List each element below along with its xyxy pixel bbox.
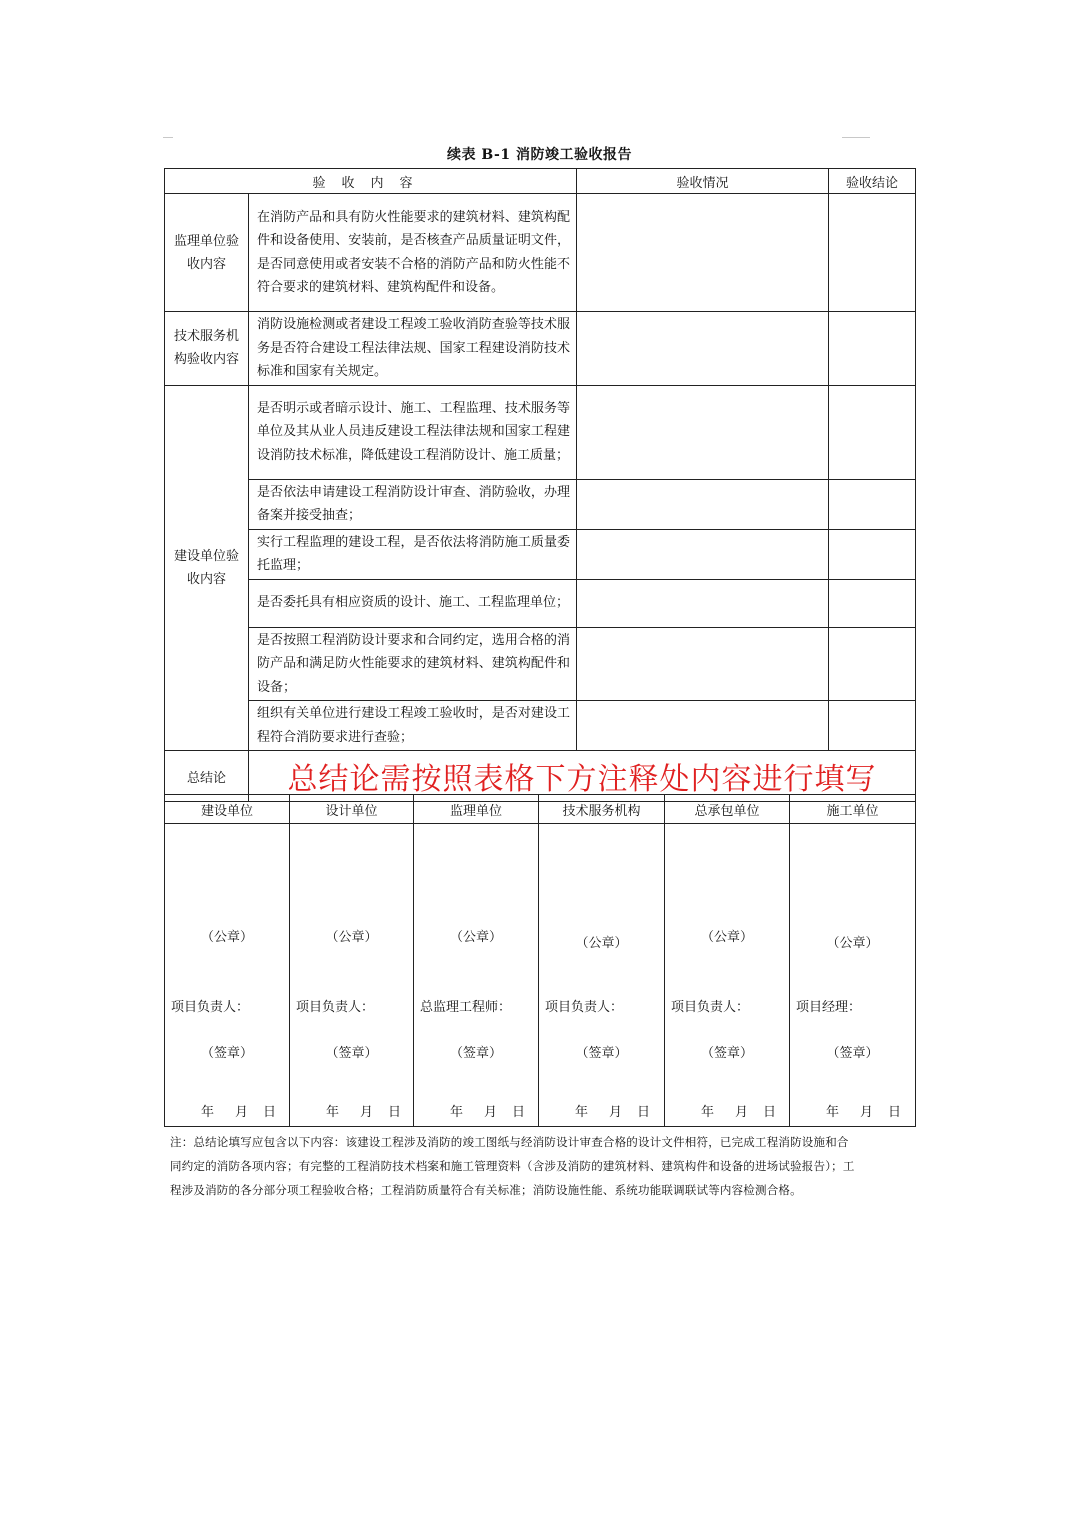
content-item: 是否依法申请建设工程消防设计审查、消防验收，办理备案并接受抽查； xyxy=(249,479,577,529)
signature-placeholder: （签章） xyxy=(700,1046,753,1061)
category-owner: 建设单位验收内容 xyxy=(165,385,249,751)
party-signature-cell[interactable] xyxy=(665,824,790,1127)
date-year-label: 年 xyxy=(826,1105,840,1120)
party-name: 建设单位 xyxy=(165,795,290,824)
seal-placeholder: （公章） xyxy=(449,930,502,945)
date-year-label: 年 xyxy=(575,1105,589,1120)
content-item: 是否委托具有相应资质的设计、施工、工程监理单位； xyxy=(249,579,577,627)
content-item: 实行工程监理的建设工程，是否依法将消防施工质量委托监理； xyxy=(249,529,577,579)
signature-placeholder: （签章） xyxy=(449,1046,502,1061)
conclusion-cell[interactable] xyxy=(829,701,916,751)
party-signature-cell[interactable] xyxy=(539,824,665,1127)
footnote: 注：总结论填写应包含以下内容：该建设工程涉及消防的竣工图纸与经消防设计审查合格的设计文件相符，已完成工程消防设施和合同约定的消防各项内容；有完整的工程消防技术档案和施工管理资料（含涉及消防的建筑材料、建筑构件和设备的进场试验报告）；工程涉及消防的各分部分项工程验收合格；工程消防质量符合有关标准；消防设施性能、系统功能联调联试等内容检测合格。 xyxy=(170,1135,855,1197)
header-situation: 验收情况 xyxy=(577,169,829,194)
signature-placeholder: （签章） xyxy=(200,1046,253,1061)
situation-cell[interactable] xyxy=(577,385,829,479)
responsible-person-label: 总监理工程师： xyxy=(420,1000,512,1015)
content-item: 是否明示或者暗示设计、施工、工程监理、技术服务等单位及其从业人员违反建设工程法律法规和国家工程建设消防技术标准，降低建设工程消防设计、施工质量； xyxy=(249,385,577,479)
report-title: 续表 B-1 消防竣工验收报告 xyxy=(447,147,632,163)
party-name: 施工单位 xyxy=(790,795,916,824)
date-day-label: 日 xyxy=(388,1105,402,1120)
seal-placeholder: （公章） xyxy=(826,936,879,951)
date-day-label: 日 xyxy=(637,1105,651,1120)
situation-cell[interactable] xyxy=(577,194,829,312)
conclusion-cell[interactable] xyxy=(829,627,916,701)
category-supervision: 监理单位验收内容 xyxy=(165,194,249,312)
responsible-person-label: 项目负责人： xyxy=(296,1000,375,1015)
signature-placeholder: （签章） xyxy=(325,1046,378,1061)
signature-placeholder: （签章） xyxy=(826,1046,879,1061)
content-item: 组织有关单位进行建设工程竣工验收时，是否对建设工程符合消防要求进行查验； xyxy=(249,701,577,751)
seal-placeholder: （公章） xyxy=(575,936,628,951)
summary-note[interactable]: 总结论需按照表格下方注释处内容进行填写 xyxy=(249,751,916,802)
situation-cell[interactable] xyxy=(577,579,829,627)
party-name: 总承包单位 xyxy=(665,795,790,824)
conclusion-cell[interactable] xyxy=(829,579,916,627)
summary-label: 总结论 xyxy=(165,751,249,802)
date-month-label: 月 xyxy=(860,1105,874,1120)
date-month-label: 月 xyxy=(360,1105,374,1120)
seal-placeholder: （公章） xyxy=(200,930,253,945)
header-content: 验收内容 xyxy=(165,169,577,194)
responsible-person-label: 项目负责人： xyxy=(671,1000,750,1015)
content-item: 在消防产品和具有防火性能要求的建筑材料、建筑构配件和设备使用、安装前，是否核查产品质量证明文件，是否同意使用或者安装不合格的消防产品和防火性能不符合要求的建筑材料、建筑构配件和设备。 xyxy=(249,194,577,312)
party-name: 设计单位 xyxy=(290,795,414,824)
conclusion-cell[interactable] xyxy=(829,312,916,386)
date-month-label: 月 xyxy=(484,1105,498,1120)
party-name: 技术服务机构 xyxy=(539,795,665,824)
situation-cell[interactable] xyxy=(577,701,829,751)
content-item: 是否按照工程消防设计要求和合同约定，选用合格的消防产品和满足防火性能要求的建筑材料、建筑构配件和设备； xyxy=(249,627,577,701)
conclusion-cell[interactable] xyxy=(829,385,916,479)
top-right-rule xyxy=(842,137,870,138)
date-day-label: 日 xyxy=(888,1105,902,1120)
header-conclusion: 验收结论 xyxy=(829,169,916,194)
party-signature-cell[interactable] xyxy=(290,824,414,1127)
conclusion-cell[interactable] xyxy=(829,479,916,529)
category-tech-service: 技术服务机构验收内容 xyxy=(165,312,249,386)
date-day-label: 日 xyxy=(763,1105,777,1120)
date-year-label: 年 xyxy=(450,1105,464,1120)
date-year-label: 年 xyxy=(701,1105,715,1120)
seal-placeholder: （公章） xyxy=(700,930,753,945)
situation-cell[interactable] xyxy=(577,479,829,529)
situation-cell[interactable] xyxy=(577,529,829,579)
date-month-label: 月 xyxy=(609,1105,623,1120)
situation-cell[interactable] xyxy=(577,627,829,701)
signature-placeholder: （签章） xyxy=(575,1046,628,1061)
content-item: 消防设施检测或者建设工程竣工验收消防查验等技术服务是否符合建设工程法律法规、国家工程建设消防技术标准和国家有关规定。 xyxy=(249,312,577,386)
date-year-label: 年 xyxy=(326,1105,340,1120)
responsible-person-label: 项目负责人： xyxy=(171,1000,250,1015)
top-left-rule xyxy=(163,137,173,138)
date-day-label: 日 xyxy=(512,1105,526,1120)
date-year-label: 年 xyxy=(201,1105,215,1120)
party-signature-cell[interactable] xyxy=(414,824,539,1127)
conclusion-cell[interactable] xyxy=(829,194,916,312)
responsible-person-label: 项目负责人： xyxy=(545,1000,624,1015)
seal-placeholder: （公章） xyxy=(325,930,378,945)
responsible-person-label: 项目经理： xyxy=(796,1000,862,1015)
date-month-label: 月 xyxy=(235,1105,249,1120)
party-name: 监理单位 xyxy=(414,795,539,824)
acceptance-table xyxy=(164,168,916,802)
party-signature-cell[interactable] xyxy=(790,824,916,1127)
signature-table xyxy=(164,794,916,1127)
date-month-label: 月 xyxy=(735,1105,749,1120)
conclusion-cell[interactable] xyxy=(829,529,916,579)
situation-cell[interactable] xyxy=(577,312,829,386)
party-signature-cell[interactable] xyxy=(165,824,290,1127)
date-day-label: 日 xyxy=(263,1105,277,1120)
